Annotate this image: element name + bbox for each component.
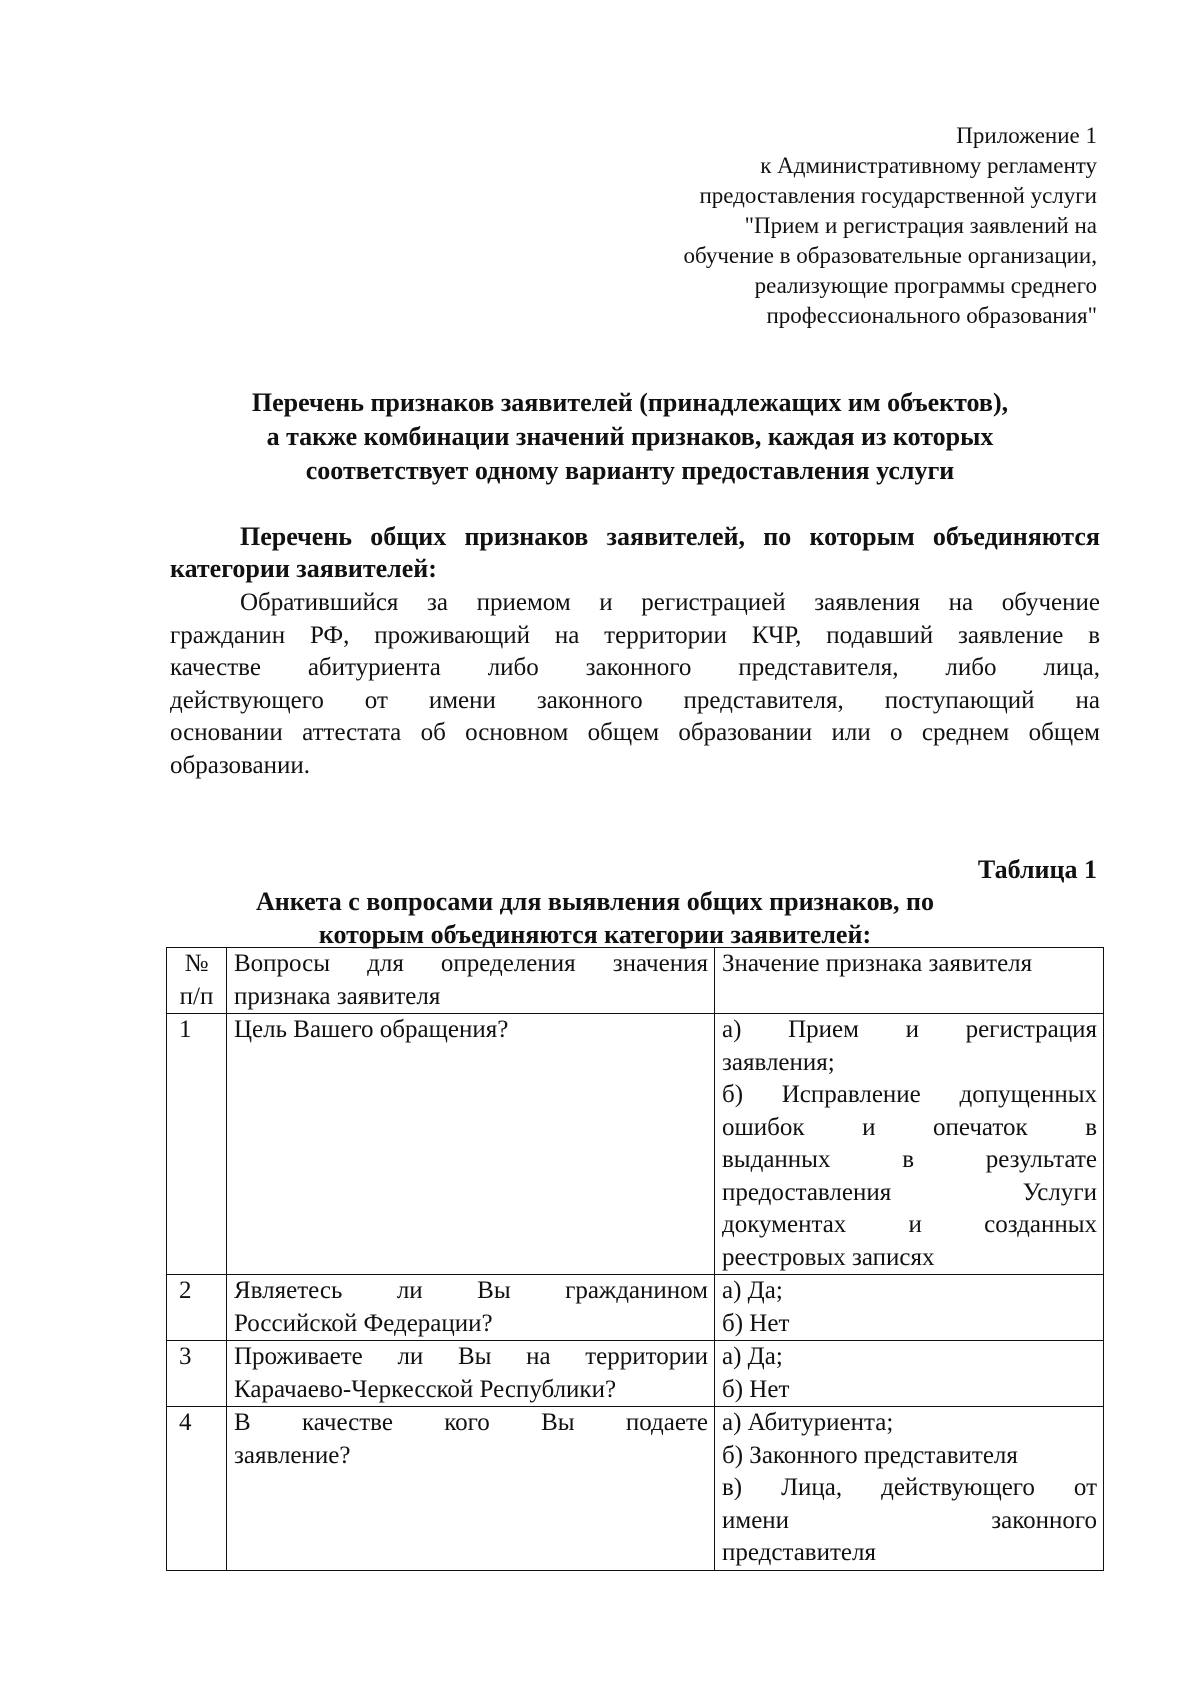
row-number: 1 xyxy=(167,1014,227,1275)
header-number-line: п/п xyxy=(179,982,214,1010)
value-line: в) Лица, действующего от xyxy=(722,1474,1097,1501)
appendix-line: к Административному регламенту xyxy=(760,153,1097,178)
paragraph-line: качестве абитуриента либо законного представителя, либо лица, xyxy=(170,654,1100,681)
questionnaire-table xyxy=(166,947,1104,1571)
header-cell-number xyxy=(167,948,227,1014)
question-line: Являетесь ли Вы гражданином xyxy=(234,1277,708,1304)
table-caption-line: Анкета с вопросами для выявления общих признаков, по xyxy=(256,887,934,916)
row-question xyxy=(227,1014,715,1275)
question-line: Российской Федерации? xyxy=(234,1309,493,1337)
row-number: 2 xyxy=(167,1275,227,1341)
value-line: представителя xyxy=(722,1539,876,1566)
paragraph-line: действующего от имени законного представителя, поступающий на xyxy=(170,686,1100,714)
question-line: заявление? xyxy=(234,1441,351,1469)
row-values xyxy=(715,1407,1104,1571)
table-caption-line: которым объединяются категории заявителей: xyxy=(318,920,872,949)
value-line: б) Исправление допущенных xyxy=(722,1081,1097,1108)
question-line: Карачаево-Черкесской Республики? xyxy=(234,1375,617,1403)
row-values xyxy=(715,1275,1104,1341)
row-values xyxy=(715,1014,1104,1275)
appendix-line: обучение в образовательные организации, xyxy=(683,243,1097,268)
section-heading-line: категории заявителей: xyxy=(170,554,437,583)
table-row xyxy=(167,1407,1104,1571)
body-paragraph xyxy=(170,587,1100,782)
header-value-line: Значение признака заявителя xyxy=(722,950,1033,977)
value-line: выданных в результате xyxy=(722,1146,1097,1173)
row-question xyxy=(227,1275,715,1341)
value-line: а) Абитуриента; xyxy=(722,1409,894,1436)
value-line: реестровых записях xyxy=(722,1243,935,1271)
row-number: 3 xyxy=(167,1341,227,1407)
table-row xyxy=(167,1275,1104,1341)
row-number: 4 xyxy=(167,1407,227,1571)
paragraph-line: Обратившийся за приемом и регистрацией заявления на обучение xyxy=(240,589,1100,616)
table-header-row xyxy=(167,948,1104,1014)
value-line: ошибок и опечаток в xyxy=(722,1113,1097,1141)
document-title xyxy=(160,386,1100,488)
header-cell-value xyxy=(715,948,1104,1014)
appendix-line: реализующие программы среднего xyxy=(754,273,1097,298)
title-line: а также комбинации значений признаков, каждая из которых xyxy=(266,422,994,451)
table-row xyxy=(167,1014,1104,1275)
value-line: имени законного xyxy=(722,1506,1097,1534)
header-cell-question xyxy=(227,948,715,1014)
header-number-line: № xyxy=(184,950,209,977)
paragraph-line: образовании. xyxy=(170,751,311,779)
section-heading xyxy=(170,521,1100,585)
question-line: Цель Вашего обращения? xyxy=(234,1016,509,1043)
header-question-line: Вопросы для определения значения xyxy=(234,950,708,977)
appendix-line: Приложение 1 xyxy=(956,123,1097,148)
value-line: б) Нет xyxy=(722,1309,790,1337)
title-line: Перечень признаков заявителей (принадлежащих им объектов), xyxy=(251,388,1009,417)
value-line: заявления; xyxy=(722,1048,835,1076)
question-line: В качестве кого Вы подаете xyxy=(234,1409,708,1436)
value-line: предоставления Услуги xyxy=(722,1178,1097,1206)
paragraph-line: основании аттестата об основном общем образовании или о среднем общем xyxy=(170,719,1100,746)
section-heading-line: Перечень общих признаков заявителей, по которым объединяются xyxy=(240,522,1100,551)
value-line: б) Нет xyxy=(722,1375,790,1403)
value-line: б) Законного представителя xyxy=(722,1441,1018,1469)
appendix-line: предоставления государственной услуги xyxy=(699,183,1097,208)
value-line: а) Да; xyxy=(722,1277,783,1304)
appendix-line: профессионального образования" xyxy=(766,303,1097,328)
table-number: Таблица 1 xyxy=(977,855,1097,884)
question-line: Проживаете ли Вы на территории xyxy=(234,1343,708,1370)
value-line: а) Да; xyxy=(722,1343,783,1370)
row-question xyxy=(227,1341,715,1407)
appendix-header xyxy=(684,121,1098,331)
table-caption xyxy=(230,885,960,951)
header-question-line: признака заявителя xyxy=(234,982,441,1010)
row-values xyxy=(715,1341,1104,1407)
table-row xyxy=(167,1341,1104,1407)
appendix-line: "Прием и регистрация заявлений на xyxy=(744,213,1097,238)
title-line: соответствует одному варианту предоставления услуги xyxy=(305,456,955,485)
paragraph-line: гражданин РФ, проживающий на территории КЧР, подавший заявление в xyxy=(170,621,1100,649)
row-question xyxy=(227,1407,715,1571)
value-line: документах и созданных xyxy=(722,1211,1097,1238)
value-line: а) Прием и регистрация xyxy=(722,1016,1097,1043)
